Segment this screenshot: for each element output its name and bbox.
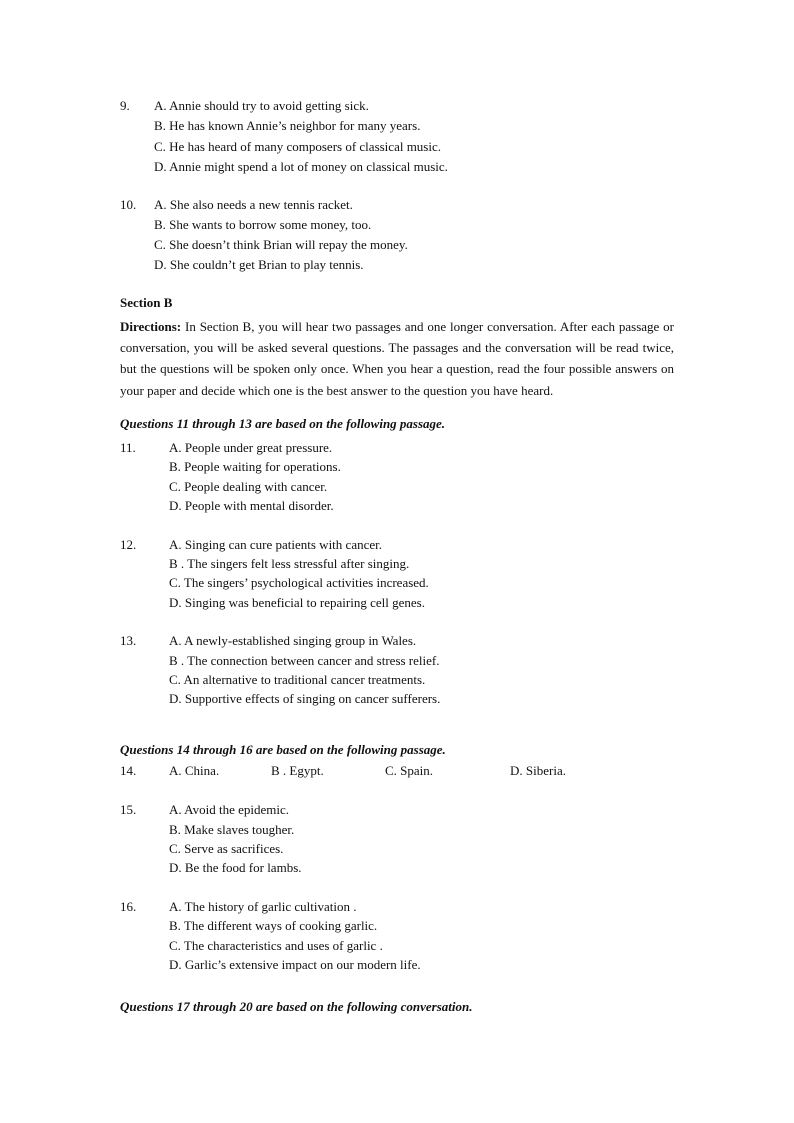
option-a: A. Avoid the epidemic. <box>169 802 289 817</box>
question-number: 9. <box>120 98 130 113</box>
option-b: B . Egypt. <box>271 763 324 778</box>
option-d: D. She couldn’t get Brian to play tennis. <box>154 257 364 272</box>
option-c: C. Serve as sacrifices. <box>169 841 284 856</box>
question-number: 16. <box>120 899 137 914</box>
group-heading-17-20: Questions 17 through 20 are based on the following conversation. <box>120 999 473 1014</box>
question-number: 14. <box>120 763 137 778</box>
directions-text: In Section B, you will hear two passages and one longer conversation. After each passage or conversation, you will be asked several questions. The passages and the conversation will be read twice, but the questions will be spoken only once. When you hear a question, read the four possible answers on your paper and decide which one is the best answer to the question you have heard. <box>120 319 674 398</box>
option-a: A. She also needs a new tennis racket. <box>154 197 353 212</box>
question-number: 13. <box>120 633 137 648</box>
option-b: B. Make slaves tougher. <box>169 822 295 837</box>
option-c: C. He has heard of many composers of classical music. <box>154 139 442 154</box>
option-a: A. People under great pressure. <box>169 440 333 455</box>
option-c: C. People dealing with cancer. <box>169 479 328 494</box>
option-d: D. Garlic’s extensive impact on our modern life. <box>169 957 421 972</box>
option-c: C. Spain. <box>385 763 434 778</box>
option-b: B. He has known Annie’s neighbor for many years. <box>154 118 421 133</box>
option-d: D. Supportive effects of singing on cancer sufferers. <box>169 691 441 706</box>
group-heading-11-13: Questions 11 through 13 are based on the following passage. <box>120 416 446 431</box>
option-b: B. The different ways of cooking garlic. <box>169 918 378 933</box>
group-heading-14-16: Questions 14 through 16 are based on the following passage. <box>120 742 446 757</box>
option-c: C. The singers’ psychological activities increased. <box>169 575 429 590</box>
option-d: D. Singing was beneficial to repairing cell genes. <box>169 595 425 610</box>
directions-label: Directions: <box>120 319 182 334</box>
option-d: D. People with mental disorder. <box>169 498 334 513</box>
option-d: D. Be the food for lambs. <box>169 860 302 875</box>
question-number: 10. <box>120 197 137 212</box>
option-a: A. Annie should try to avoid getting sick. <box>154 98 369 113</box>
directions <box>120 316 674 401</box>
option-d: D. Annie might spend a lot of money on classical music. <box>154 159 448 174</box>
option-c: C. She doesn’t think Brian will repay the money. <box>154 237 408 252</box>
question-number: 15. <box>120 802 137 817</box>
option-b: B . The singers felt less stressful after singing. <box>169 556 410 571</box>
option-a: A. A newly-established singing group in Wales. <box>169 633 417 648</box>
option-d: D. Siberia. <box>510 763 566 778</box>
option-b: B. People waiting for operations. <box>169 459 341 474</box>
option-c: C. An alternative to traditional cancer treatments. <box>169 672 426 687</box>
option-c: C. The characteristics and uses of garlic . <box>169 938 383 953</box>
question-number: 12. <box>120 537 137 552</box>
section-b-title: Section B <box>120 295 173 310</box>
option-b: B. She wants to borrow some money, too. <box>154 217 372 232</box>
question-number: 11. <box>120 440 136 455</box>
option-a: A. Singing can cure patients with cancer. <box>169 537 382 552</box>
option-b: B . The connection between cancer and stress relief. <box>169 653 440 668</box>
option-a: A. The history of garlic cultivation . <box>169 899 357 914</box>
option-a: A. China. <box>169 763 220 778</box>
